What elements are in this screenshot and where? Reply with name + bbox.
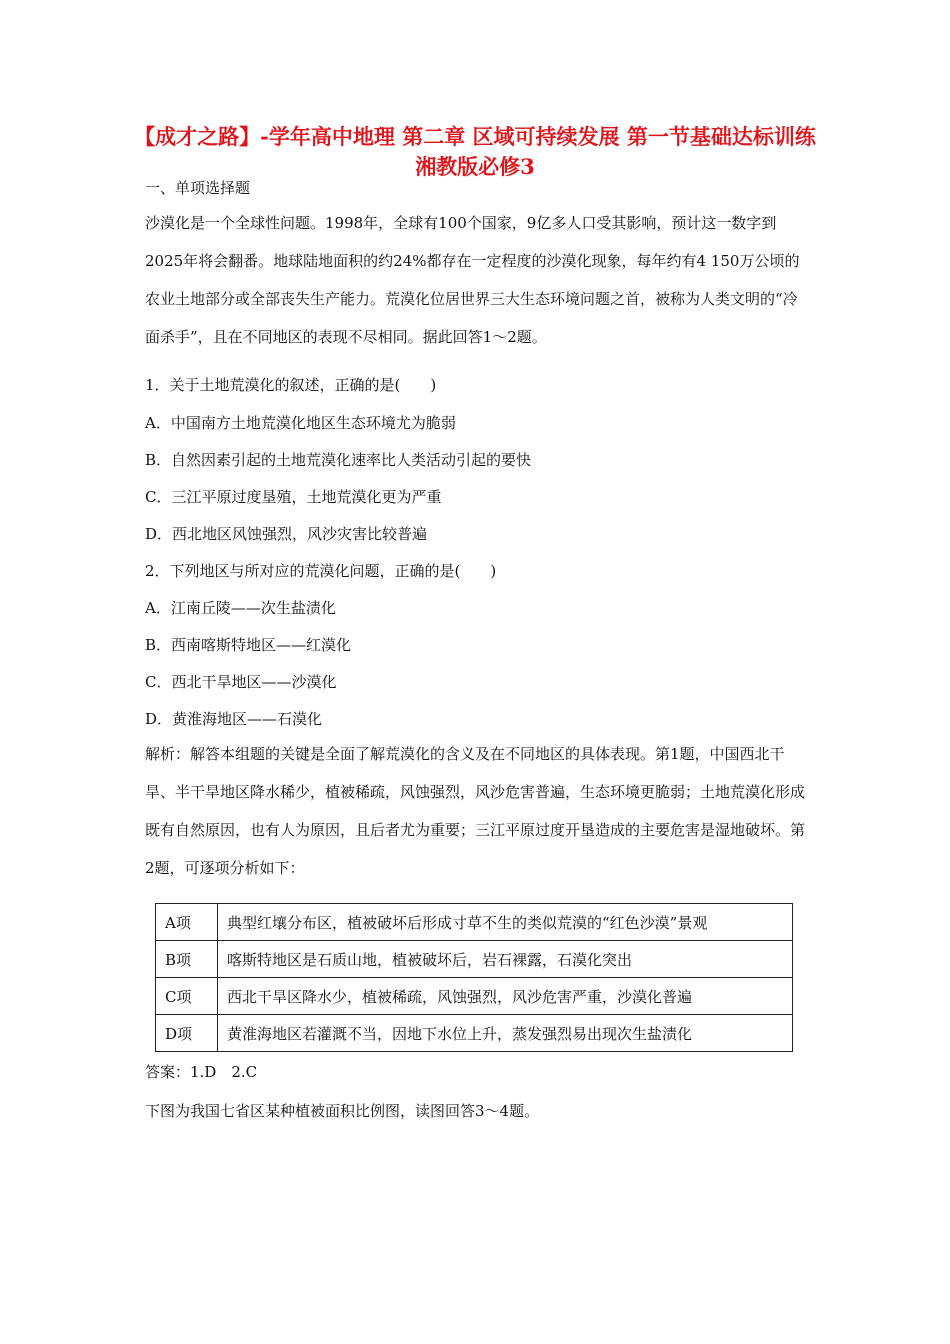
table-cell-option: A项 (156, 904, 218, 941)
question-1-stem: 1．关于土地荒漠化的叙述，正确的是( ) (145, 376, 437, 394)
question-1-option-b: B．自然因素引起的土地荒漠化速率比人类活动引起的要快 (145, 451, 532, 469)
table-row (156, 978, 793, 1015)
table-cell-text: 西北干旱区降水少，植被稀疏，风蚀强烈，风沙危害严重，沙漠化普遍 (218, 978, 793, 1015)
table-cell-option: C项 (156, 978, 218, 1015)
table-cell-text: 喀斯特地区是石质山地，植被破坏后，岩石裸露，石漠化突出 (218, 941, 793, 978)
table-cell-text: 黄淮海地区若灌溉不当，因地下水位上升，蒸发强烈易出现次生盐渍化 (218, 1015, 793, 1052)
question-1-option-c: C．三江平原过度垦殖，土地荒漠化更为严重 (145, 488, 442, 506)
question-2-option-a: A．江南丘陵——次生盐渍化 (145, 599, 336, 617)
question-2-option-c: C．西北干旱地区——沙漠化 (145, 673, 337, 691)
section-heading: 一、单项选择题 (145, 179, 251, 197)
question-1-option-a: A．中国南方土地荒漠化地区生态环境尤为脆弱 (145, 414, 456, 432)
answer-line: 答案：1.D 2.C (145, 1063, 258, 1081)
table-row (156, 1015, 793, 1052)
document-title: 【成才之路】-学年高中地理 第二章 区域可持续发展 第一节基础达标训练 湘教版必修3 (134, 124, 816, 179)
table-row (156, 941, 793, 978)
table-row (156, 904, 793, 941)
next-question-prompt: 下图为我国七省区某种植被面积比例图，读图回答3～4题。 (145, 1102, 540, 1120)
table-cell-option: B项 (156, 941, 218, 978)
question-2-option-d: D．黄淮海地区——石漠化 (145, 710, 323, 728)
question-2-stem: 2．下列地区与所对应的荒漠化问题，正确的是( ) (145, 562, 497, 580)
analysis-paragraph: 解析：解答本组题的关键是全面了解荒漠化的含义及在不同地区的具体表现。第1题，中国西北干旱、半干旱地区降水稀少，植被稀疏，风蚀强烈，风沙危害普遍，生态环境更脆弱；土地荒漠化形成既有自然原因，也有人为原因，且后者尤为重要；三江平原过度开垦造成的主要危害是湿地破坏。第2题，可逐项分析如下： (145, 745, 806, 877)
intro-paragraph: 沙漠化是一个全球性问题。1998年，全球有100个国家，9亿多人口受其影响，预计这一数字到2025年将会翻番。地球陆地面积的约24%都存在一定程度的沙漠化现象，每年约有4 150万公顷的农业土地部分或全部丧失生产能力。荒漠化位居世界三大生态环境问题之首，被称为人类文明的“冷面杀手”，且在不同地区的表现不尽相同。据此回答1～2题。 (145, 214, 800, 346)
analysis-table (155, 903, 793, 1052)
question-1-option-d: D．西北地区风蚀强烈，风沙灾害比较普遍 (145, 525, 428, 543)
question-2-option-b: B．西南喀斯特地区——红漠化 (145, 636, 352, 654)
table-cell-option: D项 (156, 1015, 218, 1052)
table-cell-text: 典型红壤分布区，植被破坏后形成寸草不生的类似荒漠的“红色沙漠”景观 (218, 904, 793, 941)
